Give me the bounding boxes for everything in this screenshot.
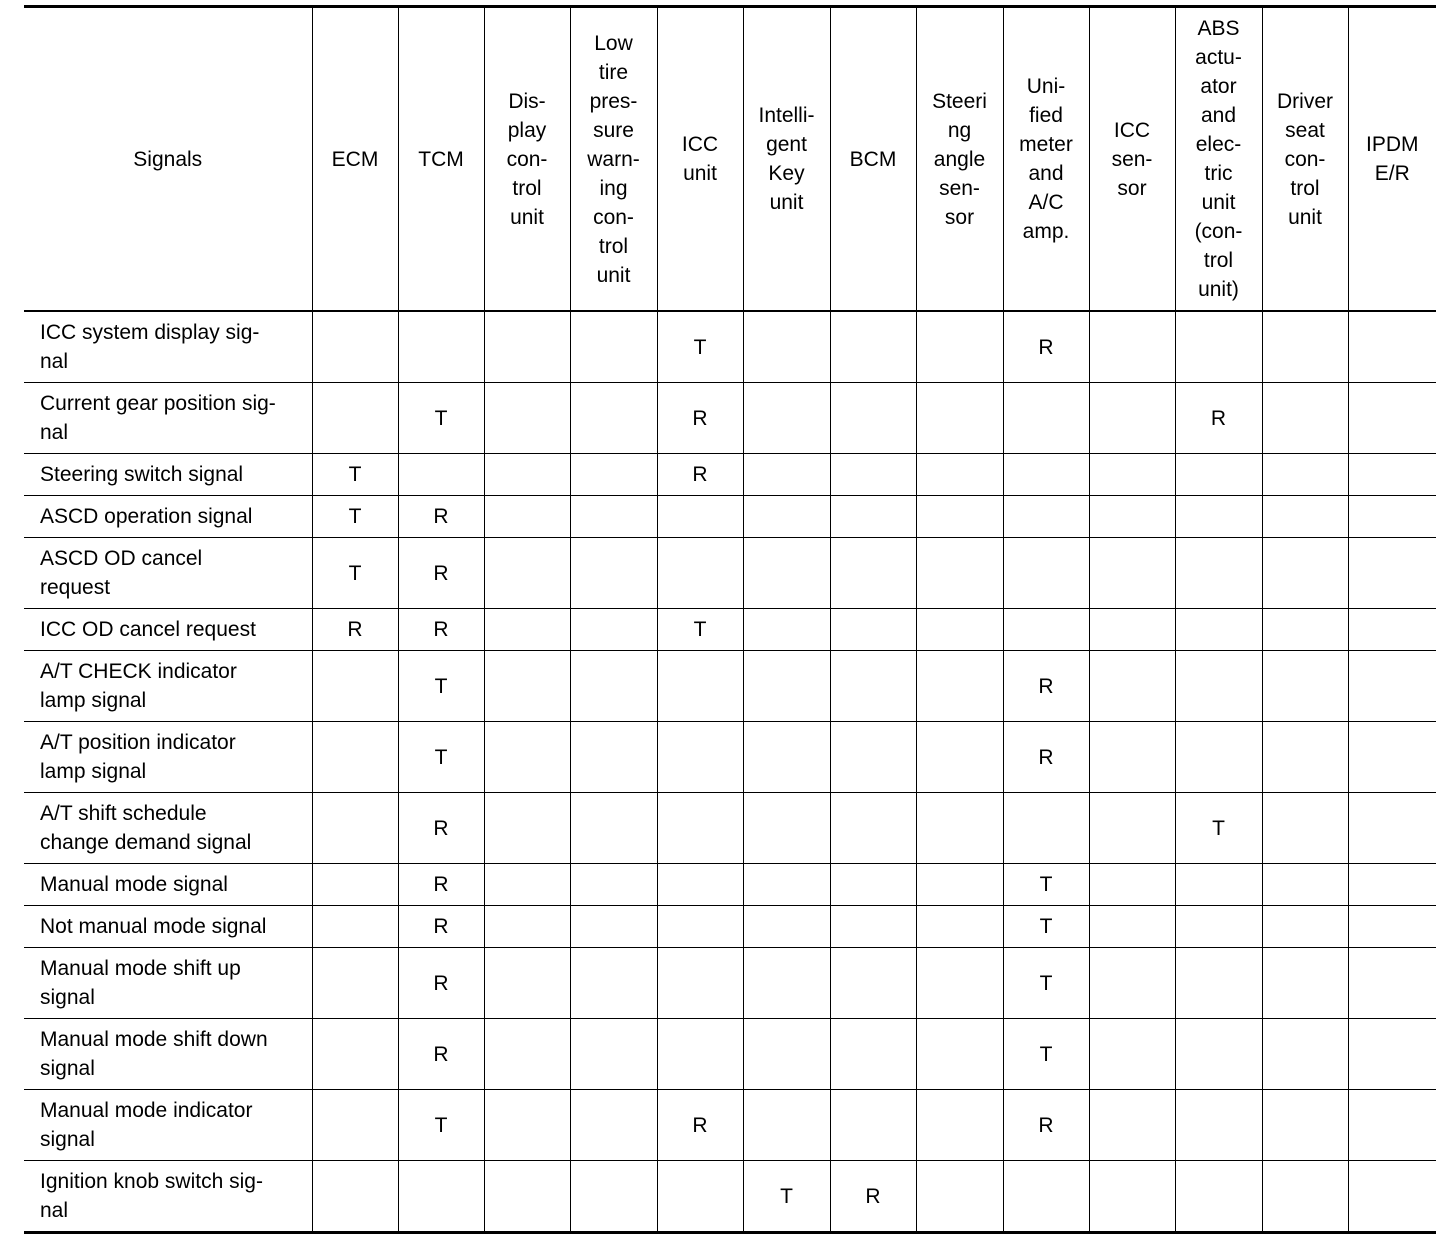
signal-role-cell (1348, 454, 1436, 496)
signal-role-cell: T (657, 609, 743, 651)
signal-role-cell (570, 496, 657, 538)
signal-role-cell (830, 538, 916, 609)
signal-role-cell: R (1003, 651, 1089, 722)
signal-role-cell (1348, 538, 1436, 609)
signal-role-cell: T (312, 454, 398, 496)
signal-role-cell (1175, 496, 1262, 538)
signal-role-cell (312, 722, 398, 793)
signal-role-cell (484, 1019, 570, 1090)
signal-role-cell (830, 948, 916, 1019)
column-header-intelligent-key-unit: Intelli- gent Key unit (743, 7, 830, 312)
signal-role-cell: T (398, 383, 484, 454)
signal-role-cell (743, 948, 830, 1019)
signal-name-cell: Ignition knob switch sig- nal (24, 1161, 312, 1233)
signal-role-cell (916, 1161, 1003, 1233)
signal-role-cell: R (398, 496, 484, 538)
signal-role-cell (312, 793, 398, 864)
signal-role-cell (1175, 454, 1262, 496)
signal-role-cell (743, 864, 830, 906)
signal-role-cell (484, 1090, 570, 1161)
signal-role-cell (743, 311, 830, 383)
column-header-ecm: ECM (312, 7, 398, 312)
column-header-steering-angle-sensor: Steeri ng angle sen- sor (916, 7, 1003, 312)
signal-role-cell (1003, 496, 1089, 538)
signal-role-cell (1262, 496, 1348, 538)
signal-role-cell (312, 1161, 398, 1233)
signal-role-cell (916, 383, 1003, 454)
table-row (24, 609, 1436, 651)
signal-role-cell: T (398, 722, 484, 793)
signal-role-cell (657, 1019, 743, 1090)
signal-role-cell: R (398, 538, 484, 609)
signal-role-cell (1348, 651, 1436, 722)
signal-role-cell (1089, 864, 1175, 906)
signal-role-cell (1348, 496, 1436, 538)
signal-role-cell (916, 651, 1003, 722)
table-row (24, 1090, 1436, 1161)
signal-role-cell (312, 906, 398, 948)
signal-role-cell (1175, 1019, 1262, 1090)
signal-role-cell (484, 538, 570, 609)
table-row (24, 651, 1436, 722)
signal-name-cell: ICC OD cancel request (24, 609, 312, 651)
signal-role-cell (830, 793, 916, 864)
signal-role-cell (312, 1019, 398, 1090)
table-row (24, 496, 1436, 538)
signal-role-cell: R (312, 609, 398, 651)
signal-role-cell (1262, 454, 1348, 496)
signal-role-cell (743, 538, 830, 609)
signal-role-cell (1175, 948, 1262, 1019)
signal-role-cell (657, 793, 743, 864)
signal-role-cell (657, 1161, 743, 1233)
signal-role-cell (570, 538, 657, 609)
signal-role-cell: R (657, 1090, 743, 1161)
signal-role-cell (1262, 1090, 1348, 1161)
table-row (24, 722, 1436, 793)
signal-role-cell (570, 609, 657, 651)
signal-role-cell (1089, 311, 1175, 383)
signal-role-cell (743, 906, 830, 948)
table-row (24, 1161, 1436, 1233)
signal-role-cell (1348, 864, 1436, 906)
signal-role-cell (830, 722, 916, 793)
signal-role-cell (743, 609, 830, 651)
signal-role-cell (916, 609, 1003, 651)
signal-role-cell (916, 793, 1003, 864)
signal-role-cell (570, 1090, 657, 1161)
signal-role-cell (830, 864, 916, 906)
signal-role-cell (570, 793, 657, 864)
column-header-unified-meter-ac-amp: Uni- fied meter and A/C amp. (1003, 7, 1089, 312)
signal-role-cell: R (657, 383, 743, 454)
signal-role-cell: R (1003, 722, 1089, 793)
signal-role-cell: T (1003, 906, 1089, 948)
signal-role-cell (312, 948, 398, 1019)
signal-role-cell (657, 864, 743, 906)
signal-role-cell (484, 311, 570, 383)
signal-role-cell (1003, 383, 1089, 454)
signal-role-cell (1089, 383, 1175, 454)
signal-role-cell (1089, 722, 1175, 793)
signal-role-cell (1262, 906, 1348, 948)
signal-role-cell: R (1175, 383, 1262, 454)
signal-name-cell: Steering switch signal (24, 454, 312, 496)
signal-name-cell: ICC system display sig- nal (24, 311, 312, 383)
signal-role-cell (1348, 1161, 1436, 1233)
signal-role-cell (830, 496, 916, 538)
signal-role-cell (1262, 1161, 1348, 1233)
signal-role-cell (657, 906, 743, 948)
signal-role-cell (657, 722, 743, 793)
signal-role-cell (1089, 1019, 1175, 1090)
signal-role-cell (1089, 906, 1175, 948)
signal-role-cell (657, 538, 743, 609)
signal-role-cell (743, 1090, 830, 1161)
signal-role-cell (1348, 383, 1436, 454)
signal-role-cell (484, 1161, 570, 1233)
signal-role-cell (657, 948, 743, 1019)
signal-role-cell (1175, 311, 1262, 383)
table-row (24, 538, 1436, 609)
signal-role-cell (743, 496, 830, 538)
signal-role-cell: R (830, 1161, 916, 1233)
signal-role-cell (1262, 948, 1348, 1019)
column-header-driver-seat-control-unit: Driver seat con- trol unit (1262, 7, 1348, 312)
signal-role-cell (1262, 864, 1348, 906)
signal-role-cell: T (398, 1090, 484, 1161)
signal-role-cell (1089, 793, 1175, 864)
signal-role-cell (1089, 538, 1175, 609)
signal-role-cell: R (398, 948, 484, 1019)
signal-role-cell (1089, 454, 1175, 496)
table-row (24, 1019, 1436, 1090)
signal-role-cell: R (398, 906, 484, 948)
signal-role-cell (570, 1161, 657, 1233)
signal-role-cell (1348, 609, 1436, 651)
table-row (24, 311, 1436, 383)
signal-role-cell (743, 383, 830, 454)
signal-role-cell (1348, 311, 1436, 383)
signal-role-cell: R (398, 864, 484, 906)
signal-role-cell (484, 948, 570, 1019)
signal-role-cell (743, 454, 830, 496)
signal-name-cell: Manual mode shift up signal (24, 948, 312, 1019)
signal-role-cell (830, 1019, 916, 1090)
signal-role-cell (312, 651, 398, 722)
signal-role-cell (312, 311, 398, 383)
table-row (24, 454, 1436, 496)
signal-role-cell (484, 864, 570, 906)
signal-role-cell (1089, 609, 1175, 651)
signal-role-cell (570, 651, 657, 722)
signal-role-cell (1003, 793, 1089, 864)
signal-role-cell (1348, 722, 1436, 793)
signal-role-cell (570, 948, 657, 1019)
signal-role-cell (570, 864, 657, 906)
signal-role-cell (916, 496, 1003, 538)
signal-role-cell: R (1003, 1090, 1089, 1161)
table-row (24, 948, 1436, 1019)
signal-role-cell (1175, 651, 1262, 722)
signal-role-cell (312, 864, 398, 906)
signal-role-cell (570, 722, 657, 793)
signal-role-cell (1003, 538, 1089, 609)
signal-role-cell (830, 609, 916, 651)
signal-role-cell (916, 311, 1003, 383)
signal-name-cell: ASCD operation signal (24, 496, 312, 538)
signal-role-cell (570, 311, 657, 383)
signal-role-cell: R (657, 454, 743, 496)
signal-role-cell: R (1003, 311, 1089, 383)
signal-role-cell (1348, 793, 1436, 864)
signal-role-cell (743, 722, 830, 793)
signal-name-cell: Manual mode signal (24, 864, 312, 906)
signal-role-cell (916, 538, 1003, 609)
signal-role-cell: T (657, 311, 743, 383)
column-header-icc-sensor: ICC sen- sor (1089, 7, 1175, 312)
signal-role-cell (570, 1019, 657, 1090)
signal-role-cell (1348, 1019, 1436, 1090)
signal-role-cell (830, 454, 916, 496)
signal-role-cell (570, 383, 657, 454)
signal-role-cell (484, 651, 570, 722)
signal-role-cell (484, 383, 570, 454)
column-header-low-tire-pressure-warning-control-unit: Low tire pres- sure warn- ing con- trol unit (570, 7, 657, 312)
signal-role-cell: T (1003, 1019, 1089, 1090)
signal-role-cell: R (398, 793, 484, 864)
signal-role-cell: T (1175, 793, 1262, 864)
signal-role-cell (312, 383, 398, 454)
column-header-abs-actuator-electric-unit: ABS actu- ator and elec- tric unit (con- trol unit) (1175, 7, 1262, 312)
signal-role-cell (1262, 793, 1348, 864)
signal-role-cell (484, 496, 570, 538)
signal-role-cell (1003, 1161, 1089, 1233)
signal-role-cell (916, 1090, 1003, 1161)
signal-role-cell (484, 454, 570, 496)
signal-role-cell (830, 311, 916, 383)
signal-role-cell (1175, 906, 1262, 948)
signal-role-cell (1175, 1090, 1262, 1161)
signal-role-cell (570, 454, 657, 496)
signal-role-cell (916, 864, 1003, 906)
signal-role-cell (1262, 1019, 1348, 1090)
signal-role-cell (743, 651, 830, 722)
signal-name-cell: ASCD OD cancel request (24, 538, 312, 609)
signal-role-cell (1262, 311, 1348, 383)
signal-name-cell: A/T shift schedule change demand signal (24, 793, 312, 864)
signal-role-cell (1175, 538, 1262, 609)
signal-role-cell: R (398, 609, 484, 651)
signal-role-cell (1089, 948, 1175, 1019)
signal-role-cell (1348, 948, 1436, 1019)
signal-role-cell (1089, 1090, 1175, 1161)
signal-role-cell (657, 651, 743, 722)
signal-role-cell (1262, 383, 1348, 454)
signal-role-cell (830, 651, 916, 722)
signal-role-cell (830, 1090, 916, 1161)
signal-role-cell (916, 722, 1003, 793)
signal-role-cell (1175, 864, 1262, 906)
signal-matrix-table (24, 5, 1436, 1234)
column-header-tcm: TCM (398, 7, 484, 312)
signal-role-cell (312, 1090, 398, 1161)
signal-role-cell: T (312, 496, 398, 538)
header-row (24, 7, 1436, 312)
column-header-display-control-unit: Dis- play con- trol unit (484, 7, 570, 312)
signal-role-cell (484, 722, 570, 793)
signal-role-cell (657, 496, 743, 538)
signal-role-cell (1003, 609, 1089, 651)
signal-role-cell (916, 906, 1003, 948)
signal-role-cell (1348, 1090, 1436, 1161)
table-row (24, 906, 1436, 948)
signal-role-cell (830, 906, 916, 948)
signal-role-cell: R (398, 1019, 484, 1090)
signal-role-cell (1089, 496, 1175, 538)
signal-role-cell (1262, 538, 1348, 609)
signal-role-cell (1262, 722, 1348, 793)
column-header-signals: Signals (24, 7, 312, 312)
signal-role-cell: T (1003, 864, 1089, 906)
signal-name-cell: Not manual mode signal (24, 906, 312, 948)
signal-matrix-sheet (24, 5, 1436, 1234)
signal-role-cell (1089, 1161, 1175, 1233)
signal-role-cell (484, 906, 570, 948)
table-row (24, 793, 1436, 864)
signal-role-cell: T (743, 1161, 830, 1233)
signal-name-cell: A/T CHECK indicator lamp signal (24, 651, 312, 722)
signal-role-cell (916, 948, 1003, 1019)
signal-role-cell (570, 906, 657, 948)
signal-role-cell (484, 609, 570, 651)
signal-role-cell (398, 311, 484, 383)
signal-name-cell: Manual mode indicator signal (24, 1090, 312, 1161)
signal-matrix-body (24, 311, 1436, 1233)
signal-name-cell: A/T position indicator lamp signal (24, 722, 312, 793)
signal-role-cell (743, 793, 830, 864)
signal-role-cell (1262, 651, 1348, 722)
signal-role-cell (1175, 722, 1262, 793)
column-header-icc-unit: ICC unit (657, 7, 743, 312)
signal-role-cell (1262, 609, 1348, 651)
signal-role-cell (916, 1019, 1003, 1090)
signal-role-cell (398, 1161, 484, 1233)
signal-role-cell: T (1003, 948, 1089, 1019)
signal-role-cell (830, 383, 916, 454)
signal-role-cell (484, 793, 570, 864)
table-row (24, 383, 1436, 454)
signal-role-cell (743, 1019, 830, 1090)
signal-name-cell: Manual mode shift down signal (24, 1019, 312, 1090)
signal-name-cell: Current gear position sig- nal (24, 383, 312, 454)
signal-role-cell (1348, 906, 1436, 948)
signal-role-cell (1175, 1161, 1262, 1233)
signal-role-cell (1175, 609, 1262, 651)
signal-role-cell: T (398, 651, 484, 722)
table-row (24, 864, 1436, 906)
signal-role-cell (916, 454, 1003, 496)
column-header-ipdm-er: IPDM E/R (1348, 7, 1436, 312)
signal-role-cell (1003, 454, 1089, 496)
column-header-bcm: BCM (830, 7, 916, 312)
signal-role-cell: T (312, 538, 398, 609)
signal-role-cell (398, 454, 484, 496)
signal-role-cell (1089, 651, 1175, 722)
